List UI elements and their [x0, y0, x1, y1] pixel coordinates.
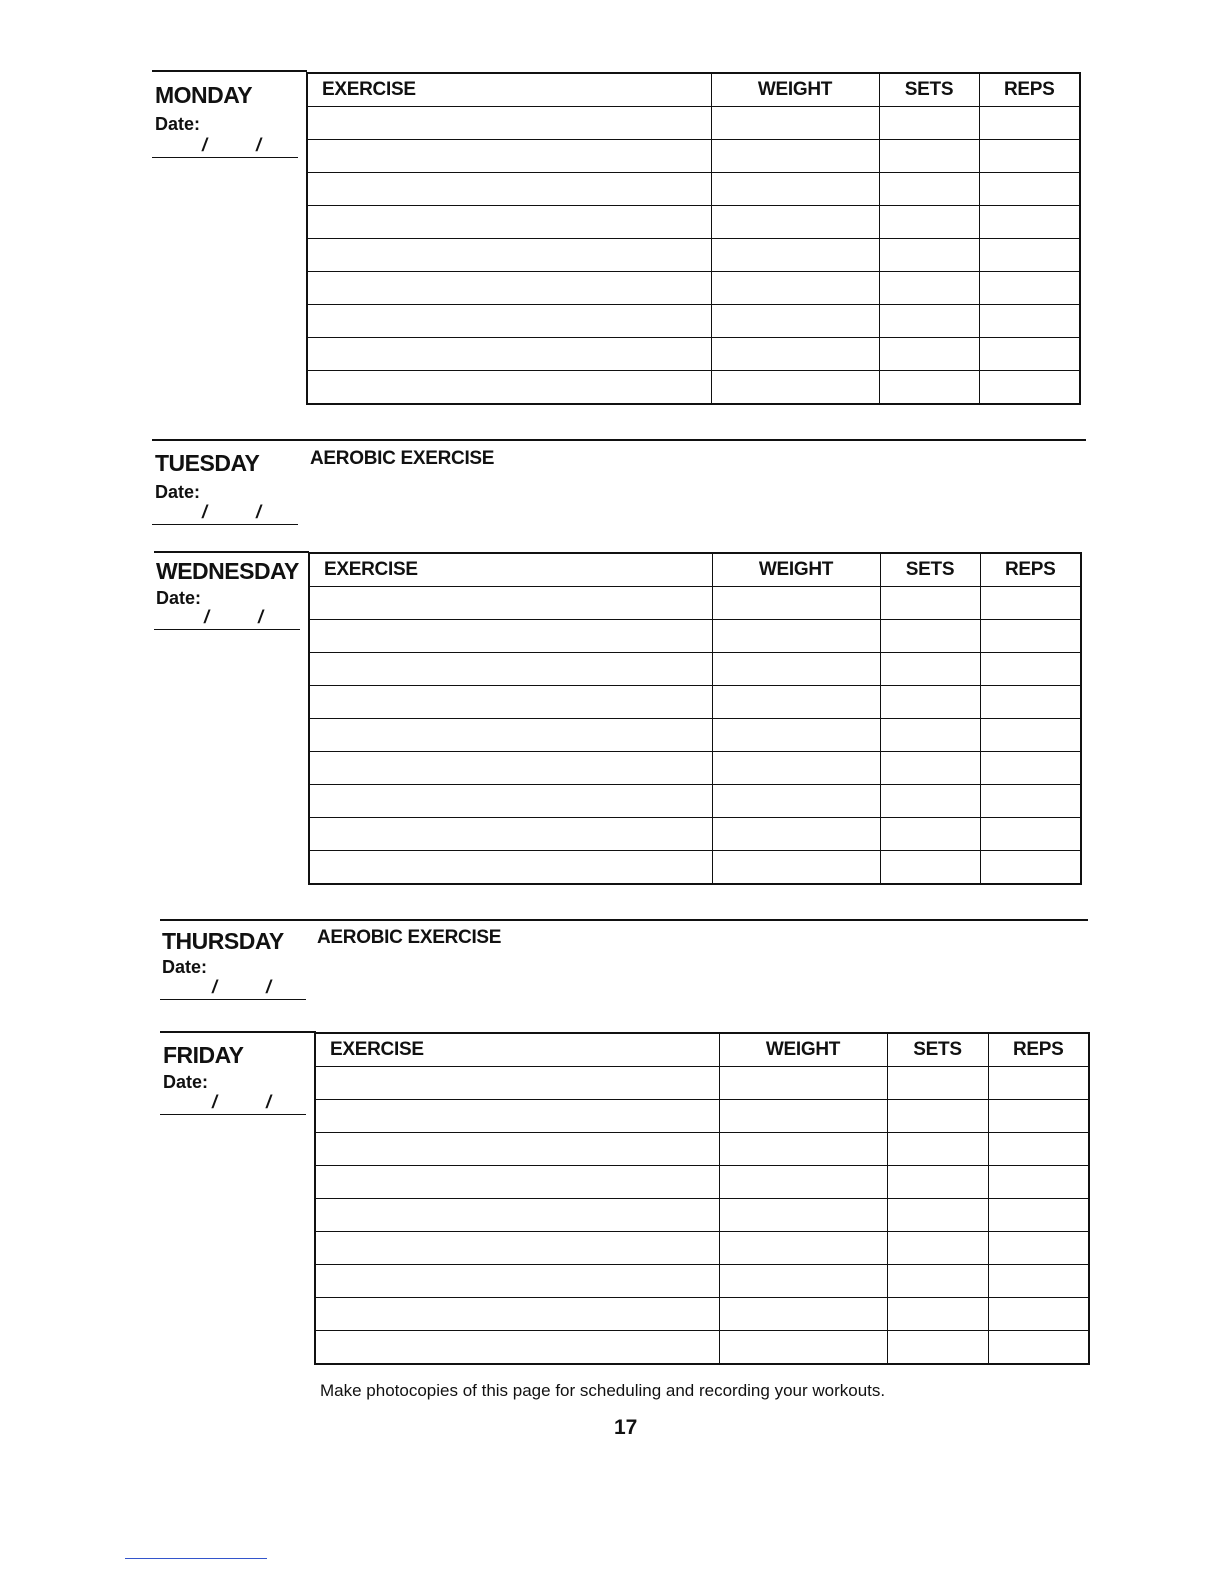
page-number: 17	[614, 1416, 638, 1439]
table-row	[309, 785, 1081, 818]
sets-cell[interactable]	[880, 686, 980, 719]
reps-cell[interactable]	[980, 851, 1081, 885]
weight-cell[interactable]	[719, 1133, 887, 1166]
table-row	[315, 1067, 1089, 1100]
reps-cell[interactable]	[988, 1067, 1089, 1100]
exercise-header: EXERCISE	[309, 553, 712, 587]
date-slash: /	[256, 135, 262, 155]
table-row	[315, 1331, 1089, 1365]
reps-cell[interactable]	[980, 785, 1081, 818]
table-row	[307, 371, 1080, 405]
date-slash: /	[204, 607, 210, 627]
exercise-cell[interactable]	[307, 140, 711, 173]
table-row	[307, 338, 1080, 371]
friday-exercise-table	[314, 1032, 1090, 1365]
weight-cell[interactable]	[711, 338, 879, 371]
exercise-cell[interactable]	[307, 173, 711, 206]
reps-cell[interactable]	[980, 620, 1081, 653]
weight-cell[interactable]	[711, 173, 879, 206]
weight-cell[interactable]	[712, 851, 880, 885]
exercise-cell[interactable]	[309, 653, 712, 686]
tuesday-aerobic-label: AEROBIC EXERCISE	[310, 448, 495, 469]
reps-cell[interactable]	[988, 1100, 1089, 1133]
sets-cell[interactable]	[879, 338, 979, 371]
sets-cell[interactable]	[887, 1133, 988, 1166]
sets-header: SETS	[879, 73, 979, 107]
weight-header: WEIGHT	[719, 1033, 887, 1067]
table-row	[307, 173, 1080, 206]
reps-cell[interactable]	[979, 173, 1080, 206]
sets-cell[interactable]	[879, 107, 979, 140]
reps-header: REPS	[988, 1033, 1089, 1067]
weight-cell[interactable]	[719, 1100, 887, 1133]
date-slash: /	[258, 607, 264, 627]
weight-cell[interactable]	[712, 818, 880, 851]
sets-cell[interactable]	[880, 851, 980, 885]
wednesday-exercise-table	[308, 552, 1082, 885]
sets-cell[interactable]	[887, 1232, 988, 1265]
weight-header: WEIGHT	[712, 553, 880, 587]
wednesday-day-label: WEDNESDAY	[156, 558, 299, 584]
sets-cell[interactable]	[880, 818, 980, 851]
reps-cell[interactable]	[980, 818, 1081, 851]
tuesday-date-field[interactable]	[152, 502, 298, 525]
date-slash: /	[202, 502, 208, 522]
wednesday-date-label: Date:	[156, 588, 202, 608]
reps-cell[interactable]	[988, 1166, 1089, 1199]
reps-cell[interactable]	[988, 1232, 1089, 1265]
sets-cell[interactable]	[879, 206, 979, 239]
exercise-cell[interactable]	[309, 851, 712, 885]
exercise-cell[interactable]	[315, 1166, 719, 1199]
weight-cell[interactable]	[719, 1331, 887, 1365]
sets-cell[interactable]	[880, 620, 980, 653]
reps-cell[interactable]	[979, 107, 1080, 140]
sets-cell[interactable]	[887, 1067, 988, 1100]
sets-cell[interactable]	[879, 305, 979, 338]
exercise-cell[interactable]	[309, 752, 712, 785]
table-row	[307, 305, 1080, 338]
sets-cell[interactable]	[879, 239, 979, 272]
sets-cell[interactable]	[879, 272, 979, 305]
monday-exercise-table	[306, 72, 1081, 405]
sets-cell[interactable]	[887, 1331, 988, 1365]
table-row	[309, 620, 1081, 653]
exercise-cell[interactable]	[315, 1067, 719, 1100]
sets-cell[interactable]	[880, 752, 980, 785]
sets-cell[interactable]	[880, 719, 980, 752]
exercise-cell[interactable]	[315, 1265, 719, 1298]
exercise-cell[interactable]	[309, 719, 712, 752]
date-slash: /	[212, 977, 218, 997]
sets-cell[interactable]	[887, 1199, 988, 1232]
monday-day-label: MONDAY	[155, 82, 253, 108]
thursday-top-rule	[160, 919, 1088, 921]
date-slash: /	[266, 977, 272, 997]
table-row	[307, 206, 1080, 239]
friday-date-label: Date:	[163, 1072, 209, 1092]
thursday-day-label: THURSDAY	[162, 928, 284, 954]
tuesday-day-label: TUESDAY	[155, 450, 260, 476]
table-row	[309, 653, 1081, 686]
weight-cell[interactable]	[711, 239, 879, 272]
reps-cell[interactable]	[980, 653, 1081, 686]
weight-cell[interactable]	[719, 1265, 887, 1298]
weight-cell[interactable]	[712, 785, 880, 818]
footnote: Make photocopies of this page for scheduling and recording your workouts.	[320, 1381, 886, 1400]
table-row	[315, 1100, 1089, 1133]
weight-header: WEIGHT	[711, 73, 879, 107]
exercise-cell[interactable]	[315, 1331, 719, 1365]
table-header-row	[307, 73, 1080, 107]
table-row	[309, 686, 1081, 719]
sets-cell[interactable]	[880, 785, 980, 818]
date-slash: /	[256, 502, 262, 522]
table-row	[307, 239, 1080, 272]
weight-cell[interactable]	[711, 305, 879, 338]
weight-cell[interactable]	[712, 653, 880, 686]
exercise-header: EXERCISE	[315, 1033, 719, 1067]
table-row	[315, 1199, 1089, 1232]
exercise-header: EXERCISE	[307, 73, 711, 107]
friday-top-rule	[160, 1031, 316, 1033]
wednesday-top-rule	[154, 551, 309, 553]
sets-cell[interactable]	[879, 173, 979, 206]
reps-cell[interactable]	[979, 272, 1080, 305]
monday-date-field[interactable]	[152, 135, 298, 158]
weight-cell[interactable]	[711, 107, 879, 140]
table-header-row	[315, 1033, 1089, 1067]
weight-cell[interactable]	[719, 1298, 887, 1331]
exercise-cell[interactable]	[315, 1100, 719, 1133]
monday-date-label: Date:	[155, 114, 201, 134]
reps-cell[interactable]	[988, 1133, 1089, 1166]
table-row	[309, 719, 1081, 752]
sets-cell[interactable]	[887, 1166, 988, 1199]
sets-cell[interactable]	[879, 371, 979, 405]
weight-cell[interactable]	[712, 587, 880, 620]
weight-cell[interactable]	[712, 719, 880, 752]
reps-cell[interactable]	[979, 140, 1080, 173]
thursday-date-field[interactable]	[160, 977, 306, 1000]
table-row	[309, 818, 1081, 851]
weight-cell[interactable]	[711, 206, 879, 239]
sets-cell[interactable]	[887, 1100, 988, 1133]
table-row	[315, 1166, 1089, 1199]
reps-cell[interactable]	[980, 719, 1081, 752]
exercise-cell[interactable]	[315, 1133, 719, 1166]
exercise-cell[interactable]	[309, 686, 712, 719]
exercise-cell[interactable]	[307, 107, 711, 140]
exercise-cell[interactable]	[307, 272, 711, 305]
weight-cell[interactable]	[719, 1199, 887, 1232]
exercise-cell[interactable]	[309, 785, 712, 818]
weight-cell[interactable]	[719, 1067, 887, 1100]
reps-cell[interactable]	[980, 752, 1081, 785]
sets-header: SETS	[880, 553, 980, 587]
exercise-cell[interactable]	[307, 305, 711, 338]
tuesday-date-label: Date:	[155, 482, 201, 502]
reps-cell[interactable]	[979, 371, 1080, 405]
exercise-cell[interactable]	[315, 1298, 719, 1331]
friday-day-label: FRIDAY	[163, 1042, 244, 1068]
sets-header: SETS	[887, 1033, 988, 1067]
exercise-cell[interactable]	[307, 206, 711, 239]
table-row	[315, 1232, 1089, 1265]
exercise-cell[interactable]	[309, 587, 712, 620]
thursday-aerobic-label: AEROBIC EXERCISE	[317, 927, 502, 948]
date-slash: /	[202, 135, 208, 155]
reps-header: REPS	[979, 73, 1080, 107]
monday-top-rule	[152, 70, 307, 72]
reps-cell[interactable]	[979, 305, 1080, 338]
table-row	[309, 587, 1081, 620]
date-slash: /	[266, 1092, 272, 1112]
exercise-cell[interactable]	[307, 371, 711, 405]
exercise-cell[interactable]	[309, 620, 712, 653]
bottom-link-line	[125, 1558, 267, 1559]
table-row	[309, 752, 1081, 785]
sets-cell[interactable]	[887, 1298, 988, 1331]
reps-header: REPS	[980, 553, 1081, 587]
exercise-cell[interactable]	[315, 1199, 719, 1232]
weight-cell[interactable]	[711, 272, 879, 305]
exercise-cell[interactable]	[307, 239, 711, 272]
wednesday-date-field[interactable]	[154, 607, 300, 630]
reps-cell[interactable]	[988, 1331, 1089, 1365]
weight-cell[interactable]	[711, 140, 879, 173]
exercise-cell[interactable]	[315, 1232, 719, 1265]
weight-cell[interactable]	[712, 752, 880, 785]
thursday-date-label: Date:	[162, 957, 208, 977]
date-slash: /	[212, 1092, 218, 1112]
reps-cell[interactable]	[988, 1199, 1089, 1232]
table-row	[307, 107, 1080, 140]
exercise-cell[interactable]	[309, 818, 712, 851]
reps-cell[interactable]	[979, 239, 1080, 272]
table-row	[315, 1298, 1089, 1331]
weight-cell[interactable]	[719, 1232, 887, 1265]
reps-cell[interactable]	[980, 587, 1081, 620]
sets-cell[interactable]	[880, 587, 980, 620]
reps-cell[interactable]	[988, 1298, 1089, 1331]
sets-cell[interactable]	[880, 653, 980, 686]
reps-cell[interactable]	[979, 206, 1080, 239]
table-header-row	[309, 553, 1081, 587]
table-row	[309, 851, 1081, 885]
table-row	[315, 1265, 1089, 1298]
weight-cell[interactable]	[711, 371, 879, 405]
table-row	[315, 1133, 1089, 1166]
weight-cell[interactable]	[712, 686, 880, 719]
reps-cell[interactable]	[979, 338, 1080, 371]
tuesday-top-rule	[152, 439, 1086, 441]
reps-cell[interactable]	[988, 1265, 1089, 1298]
reps-cell[interactable]	[980, 686, 1081, 719]
table-row	[307, 272, 1080, 305]
exercise-cell[interactable]	[307, 338, 711, 371]
weight-cell[interactable]	[719, 1166, 887, 1199]
friday-date-field[interactable]	[160, 1092, 306, 1115]
sets-cell[interactable]	[879, 140, 979, 173]
weight-cell[interactable]	[712, 620, 880, 653]
sets-cell[interactable]	[887, 1265, 988, 1298]
table-row	[307, 140, 1080, 173]
